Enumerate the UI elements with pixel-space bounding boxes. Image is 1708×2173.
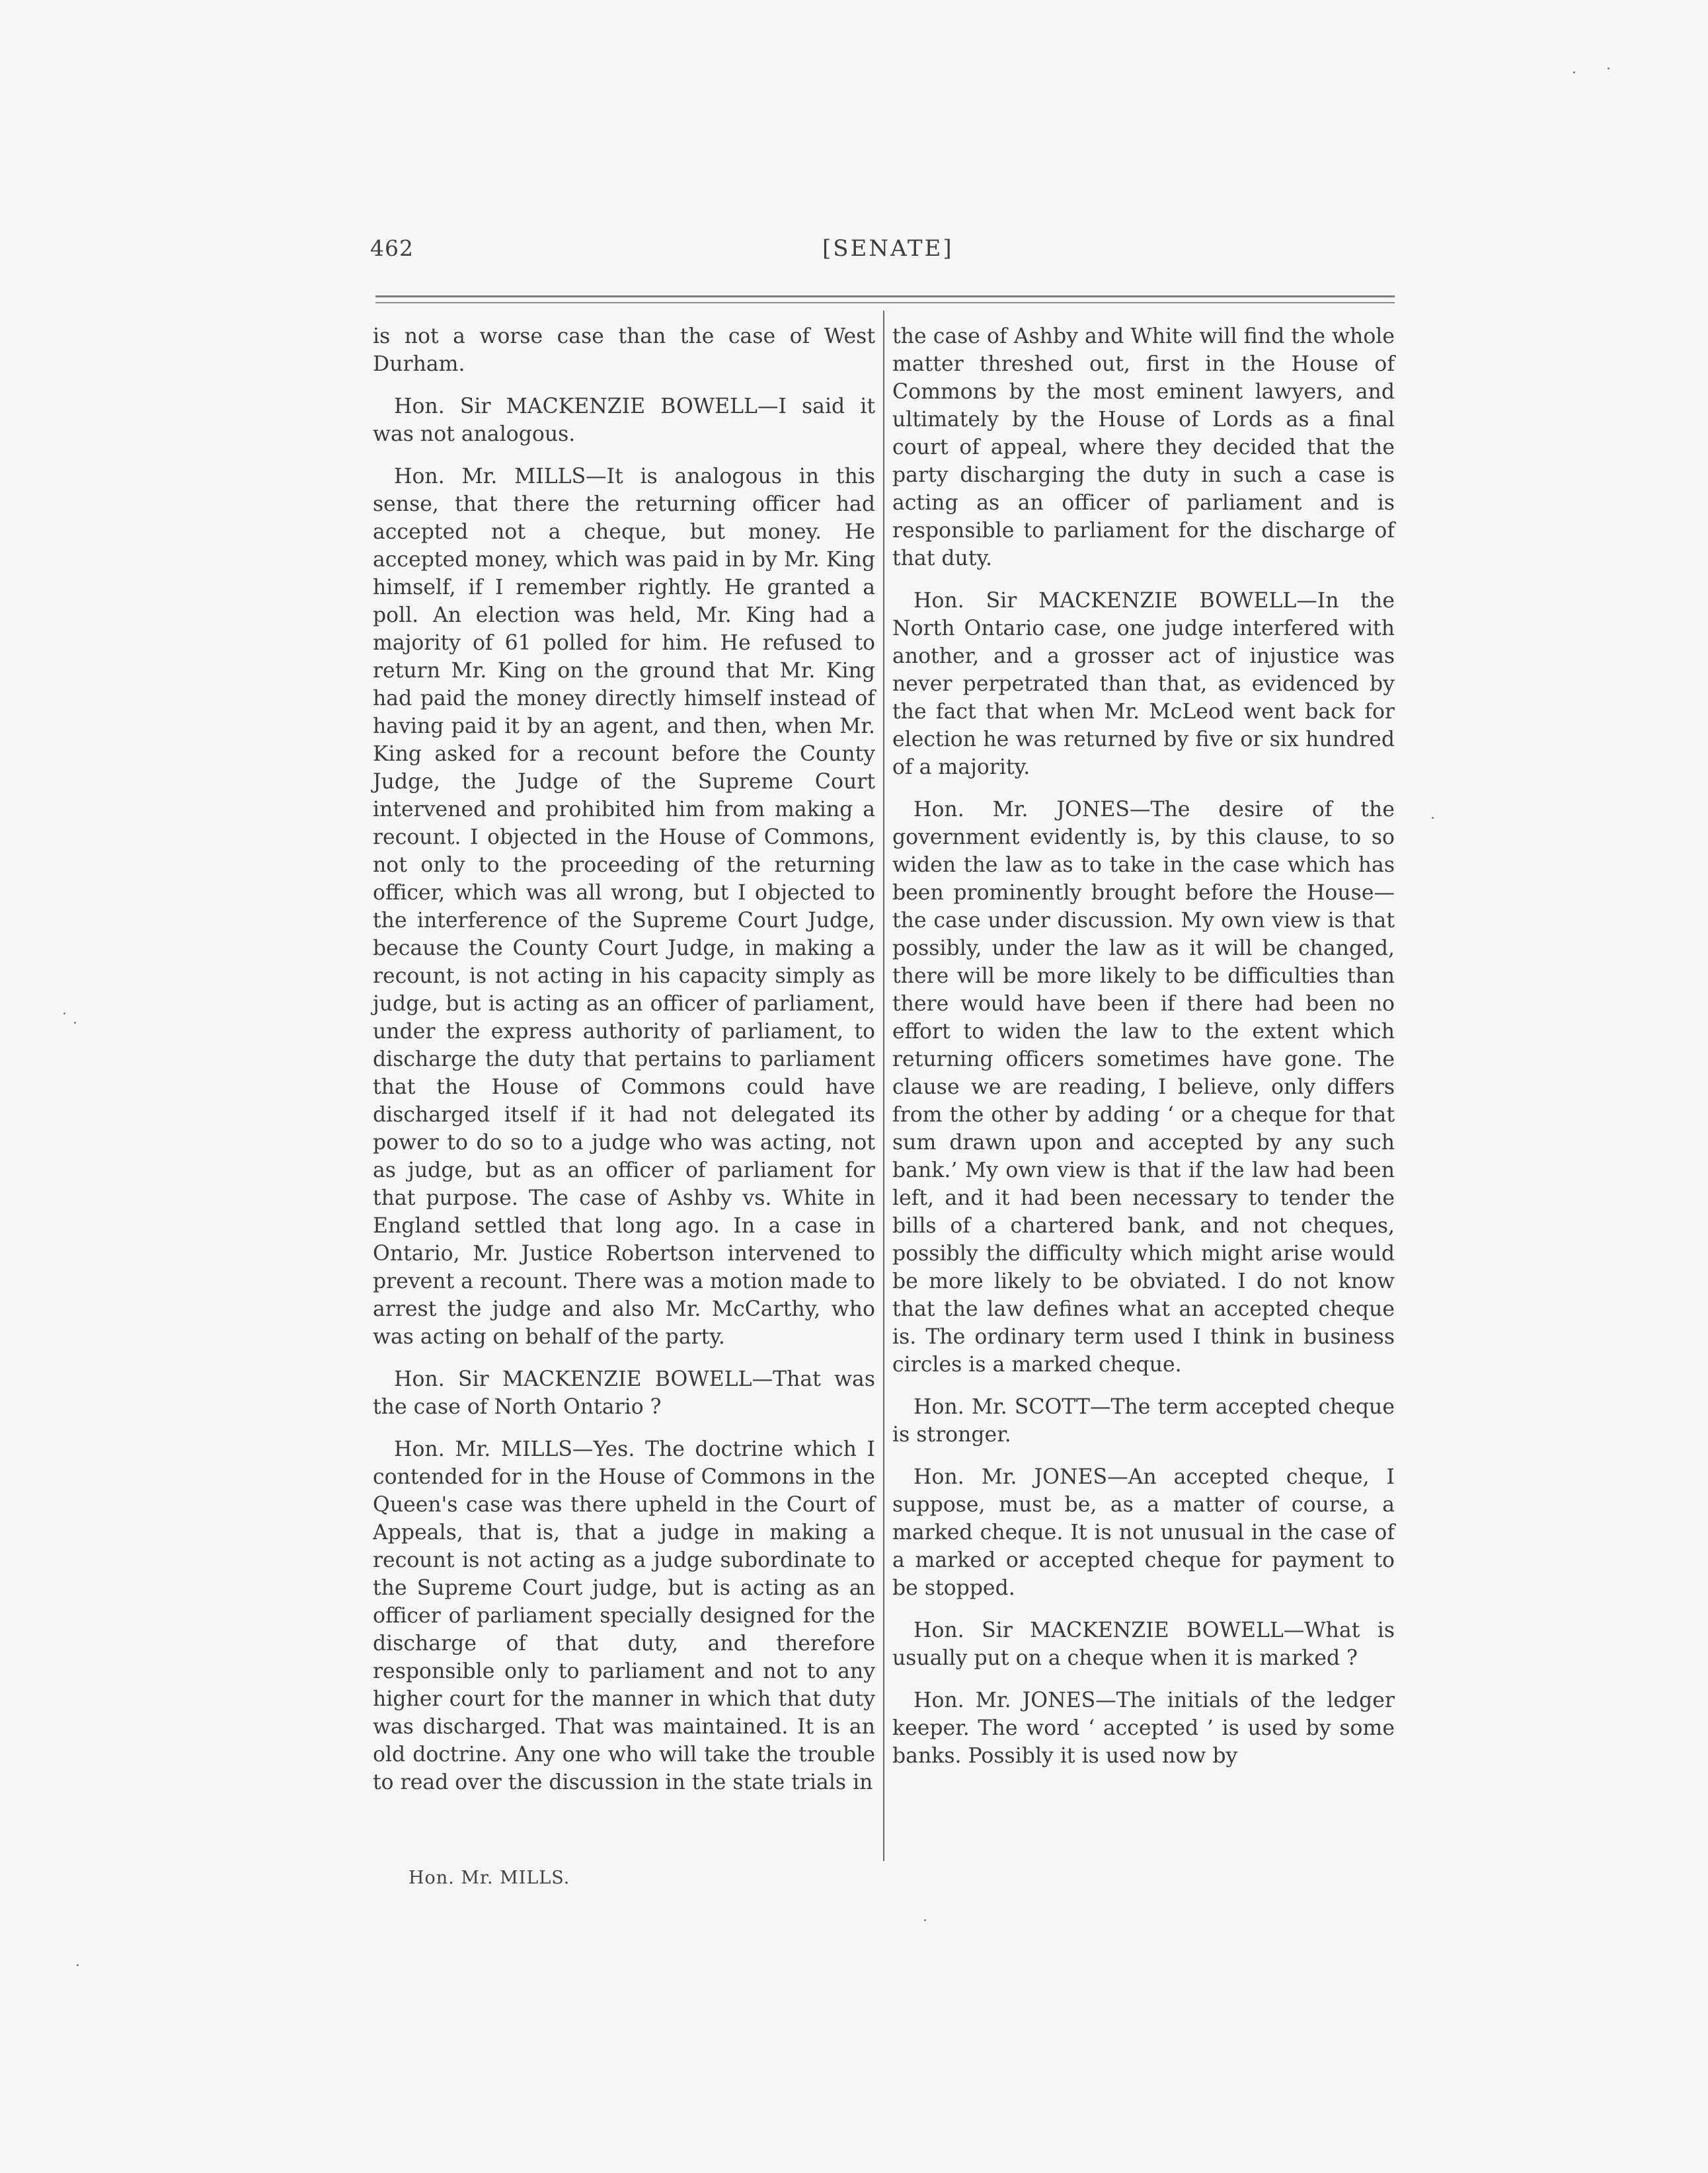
paragraph: Hon. Sir MACKENZIE BOWELL—What is usually put on a cheque when it is marked ? xyxy=(892,1619,1395,1670)
scan-speck xyxy=(74,1022,76,1024)
scan-speck xyxy=(63,1012,65,1014)
scan-speck xyxy=(1573,71,1575,73)
paragraph: is not a worse case than the case of West Durham. xyxy=(373,324,875,376)
scan-speck xyxy=(1608,67,1610,69)
paragraph: Hon. Mr. MILLS—Yes. The doctrine which I contended for in the House of Commons in the Queen's case was there upheld in the Court of Appeals, that is, that a judge in making a recount is not acting as a judge subordinate to the Supreme Court judge, but is acting as an officer of parliament specially designed for the discharge of that duty, and therefore responsible only to parliament and not to any higher court for the manner in which that duty was discharged. That was maintained. It is an old doctrine. Any one who will take the trouble to read over the discussion in the state trials in xyxy=(373,1437,875,1794)
page-number: 462 xyxy=(370,235,414,261)
paragraph: Hon. Sir MACKENZIE BOWELL—I said it was not analogous. xyxy=(373,395,875,446)
footer-speaker-note: Hon. Mr. MILLS. xyxy=(408,1868,570,1888)
paragraph: Hon. Mr. JONES—An accepted cheque, I suppose, must be, as a matter of course, a marked cheque. It is not unusual in the case of a marked or accepted cheque for payment to be stopped. xyxy=(892,1465,1395,1600)
paragraph: the case of Ashby and White will find the whole matter threshed out, first in the House of Commons by the most eminent lawyers, and ultimately by the House of Lords as a final court of appeal, where they decided that the party discharging the duty in such a case is acting as an officer of parliament and is responsible to parliament for the discharge of that duty. xyxy=(892,324,1395,570)
column-divider xyxy=(883,311,884,1861)
header-rule-bottom xyxy=(375,302,1395,303)
right-column xyxy=(892,323,1395,1784)
left-column xyxy=(373,323,875,1811)
paragraph: Hon. Sir MACKENZIE BOWELL—In the North Ontario case, one judge interfered with another, and a grosser act of injustice was never perpetrated than that, as evidenced by the fact that when Mr. McLeod went back for election he was returned by five or six hundred of a majority. xyxy=(892,589,1395,779)
paragraph: Hon. Sir MACKENZIE BOWELL—That was the case of North Ontario ? xyxy=(373,1367,875,1419)
running-header-title: [SENATE] xyxy=(822,235,954,262)
scan-speck xyxy=(924,1919,926,1921)
paragraph: Hon. Mr. MILLS—It is analogous in this sense, that there the returning officer had accepted not a cheque, but money. He accepted money, which was paid in by Mr. King himself, if I remember rightly. He granted a poll. An election was held, Mr. King had a majority of 61 polled for him. He refused to return Mr. King on the ground that Mr. King had paid the money directly himself instead of having paid it by an agent, and then, when Mr. King asked for a recount before the County Judge, the Judge of the Supreme Court intervened and prohibited him from making a recount. I objected in the House of Commons, not only to the proceeding of the returning officer, which was all wrong, but I objected to the interference of the Supreme Court Judge, because the County Court Judge, in making a recount, is not acting in his capacity simply as judge, but is acting as an officer of parliament, under the express authority of parliament, to discharge the duty that pertains to parliament that the House of Commons could have discharged itself if it had not delegated its power to do so to a judge who was acting, not as judge, but as an officer of parliament for that purpose. The case of Ashby vs. White in England settled that long ago. In a case in Ontario, Mr. Justice Robertson intervened to prevent a recount. There was a motion made to arrest the judge and also Mr. McCarthy, who was acting on behalf of the party. xyxy=(373,465,875,1349)
paragraph: Hon. Mr. JONES—The desire of the government evidently is, by this clause, to so widen the law as to take in the case which has been prominently brought before the House—the case under discussion. My own view is that possibly, under the law as it will be changed, there will be more likely to be difficulties than there would have been if there had been no effort to widen the law to the extent which returning officers sometimes have gone. The clause we are reading, I believe, only differs from the other by adding ‘ or a cheque for that sum drawn upon and accepted by any such bank.’ My own view is that if the law had been left, and it had been necessary to tender the bills of a chartered bank, and not cheques, possibly the difficulty which might arise would be more likely to be obviated. I do not know that the law defines what an accepted cheque is. The ordinary term used I think in business circles is a marked cheque. xyxy=(892,798,1395,1377)
scan-speck xyxy=(1432,817,1434,819)
header-rule-top xyxy=(375,295,1395,297)
paragraph: Hon. Mr. JONES—The initials of the ledger keeper. The word ‘ accepted ’ is used by some banks. Possibly it is used now by xyxy=(892,1689,1395,1768)
paragraph: Hon. Mr. SCOTT—The term accepted cheque is stronger. xyxy=(892,1395,1395,1447)
scan-speck xyxy=(77,1964,79,1966)
